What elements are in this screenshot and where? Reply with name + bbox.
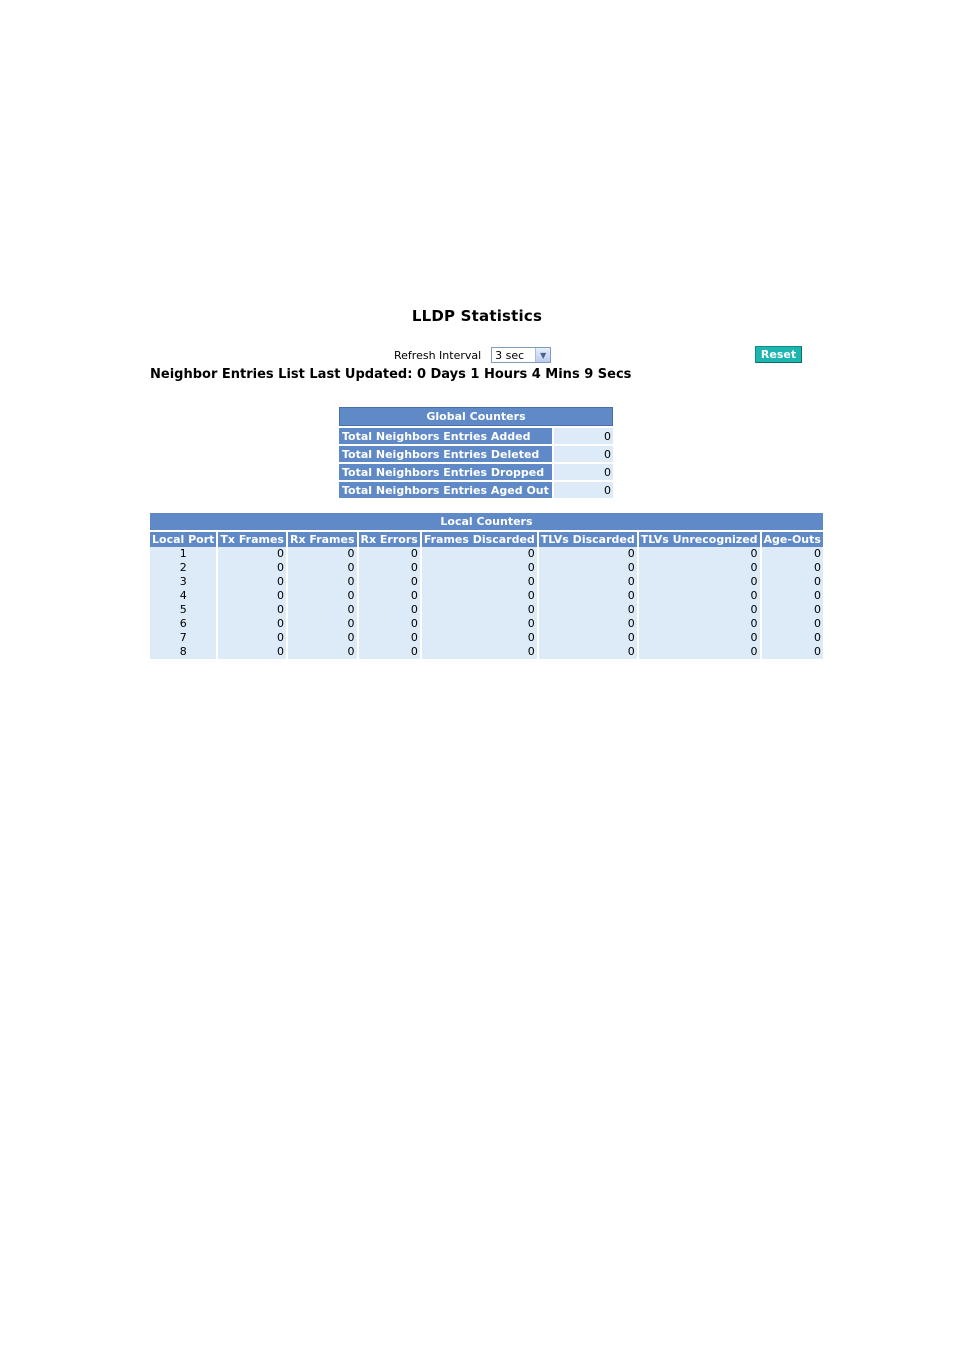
- cell-frames-discarded: 0: [421, 575, 538, 589]
- cell-tlvs-unrecognized: 0: [638, 561, 761, 575]
- refresh-interval-label: Refresh Interval: [394, 348, 482, 362]
- cell-local-port: 2: [150, 561, 217, 575]
- col-rx-frames: Rx Frames: [287, 531, 358, 547]
- cell-age-outs: 0: [761, 617, 823, 631]
- cell-tx-frames: 0: [217, 589, 287, 603]
- cell-age-outs: 0: [761, 631, 823, 645]
- cell-tlvs-discarded: 0: [538, 631, 638, 645]
- cell-tx-frames: 0: [217, 561, 287, 575]
- cell-rx-frames: 0: [287, 631, 358, 645]
- cell-tx-frames: 0: [217, 631, 287, 645]
- cell-frames-discarded: 0: [421, 631, 538, 645]
- cell-rx-errors: 0: [358, 617, 421, 631]
- cell-rx-frames: 0: [287, 645, 358, 659]
- col-tx-frames: Tx Frames: [217, 531, 287, 547]
- refresh-interval-row: [394, 346, 551, 364]
- page-title: LLDP Statistics: [411, 307, 543, 325]
- global-counter-row: [339, 464, 613, 480]
- cell-rx-errors: 0: [358, 603, 421, 617]
- global-counter-row: [339, 446, 613, 462]
- global-counter-row: [339, 482, 613, 498]
- local-counters-header-row: [150, 531, 823, 547]
- cell-tx-frames: 0: [217, 575, 287, 589]
- global-counters-title: Global Counters: [339, 407, 613, 426]
- refresh-interval-select[interactable]: [491, 347, 551, 363]
- local-counters-title: Local Counters: [150, 513, 823, 531]
- chevron-down-icon[interactable]: ▼: [535, 348, 550, 362]
- cell-tlvs-discarded: 0: [538, 645, 638, 659]
- cell-tlvs-unrecognized: 0: [638, 589, 761, 603]
- col-age-outs: Age-Outs: [761, 531, 823, 547]
- local-counters-table: [150, 513, 823, 659]
- cell-tlvs-unrecognized: 0: [638, 617, 761, 631]
- table-row: [150, 645, 823, 659]
- global-counter-value: 0: [554, 428, 613, 444]
- global-counter-row: [339, 428, 613, 444]
- col-tlvs-unrecognized: TLVs Unrecognized: [638, 531, 761, 547]
- cell-local-port: 1: [150, 547, 217, 561]
- global-counter-label: Total Neighbors Entries Aged Out: [339, 482, 554, 498]
- cell-rx-errors: 0: [358, 589, 421, 603]
- reset-button[interactable]: Reset: [755, 346, 802, 363]
- cell-tx-frames: 0: [217, 617, 287, 631]
- cell-rx-frames: 0: [287, 561, 358, 575]
- cell-rx-errors: 0: [358, 631, 421, 645]
- cell-tx-frames: 0: [217, 547, 287, 561]
- cell-local-port: 5: [150, 603, 217, 617]
- cell-age-outs: 0: [761, 561, 823, 575]
- cell-tlvs-unrecognized: 0: [638, 575, 761, 589]
- cell-local-port: 3: [150, 575, 217, 589]
- cell-rx-frames: 0: [287, 603, 358, 617]
- cell-rx-frames: 0: [287, 575, 358, 589]
- table-row: [150, 631, 823, 645]
- cell-tlvs-discarded: 0: [538, 603, 638, 617]
- col-frames-discarded: Frames Discarded: [421, 531, 538, 547]
- cell-age-outs: 0: [761, 603, 823, 617]
- cell-local-port: 7: [150, 631, 217, 645]
- cell-rx-errors: 0: [358, 645, 421, 659]
- cell-tlvs-unrecognized: 0: [638, 631, 761, 645]
- refresh-interval-value: 3 sec: [495, 348, 525, 362]
- table-row: [150, 561, 823, 575]
- cell-tx-frames: 0: [217, 603, 287, 617]
- cell-tx-frames: 0: [217, 645, 287, 659]
- global-counters-table: [339, 405, 613, 500]
- cell-frames-discarded: 0: [421, 547, 538, 561]
- table-row: [150, 603, 823, 617]
- global-counter-value: 0: [554, 482, 613, 498]
- cell-tlvs-unrecognized: 0: [638, 547, 761, 561]
- cell-rx-errors: 0: [358, 561, 421, 575]
- cell-rx-frames: 0: [287, 589, 358, 603]
- col-tlvs-discarded: TLVs Discarded: [538, 531, 638, 547]
- cell-tlvs-discarded: 0: [538, 547, 638, 561]
- global-counter-value: 0: [554, 464, 613, 480]
- global-counter-label: Total Neighbors Entries Added: [339, 428, 554, 444]
- cell-rx-errors: 0: [358, 575, 421, 589]
- cell-local-port: 8: [150, 645, 217, 659]
- cell-rx-frames: 0: [287, 547, 358, 561]
- global-counter-value: 0: [554, 446, 613, 462]
- cell-frames-discarded: 0: [421, 561, 538, 575]
- cell-tlvs-discarded: 0: [538, 561, 638, 575]
- cell-age-outs: 0: [761, 575, 823, 589]
- cell-tlvs-discarded: 0: [538, 617, 638, 631]
- cell-frames-discarded: 0: [421, 589, 538, 603]
- cell-frames-discarded: 0: [421, 617, 538, 631]
- cell-age-outs: 0: [761, 589, 823, 603]
- table-row: [150, 547, 823, 561]
- cell-tlvs-discarded: 0: [538, 589, 638, 603]
- cell-tlvs-discarded: 0: [538, 575, 638, 589]
- cell-tlvs-unrecognized: 0: [638, 645, 761, 659]
- cell-frames-discarded: 0: [421, 603, 538, 617]
- table-row: [150, 575, 823, 589]
- cell-rx-frames: 0: [287, 617, 358, 631]
- col-local-port: Local Port: [150, 531, 217, 547]
- global-counter-label: Total Neighbors Entries Dropped: [339, 464, 554, 480]
- col-rx-errors: Rx Errors: [358, 531, 421, 547]
- cell-local-port: 6: [150, 617, 217, 631]
- cell-local-port: 4: [150, 589, 217, 603]
- table-row: [150, 589, 823, 603]
- cell-age-outs: 0: [761, 645, 823, 659]
- cell-frames-discarded: 0: [421, 645, 538, 659]
- cell-rx-errors: 0: [358, 547, 421, 561]
- last-updated-text: Neighbor Entries List Last Updated: 0 Days 1 Hours 4 Mins 9 Secs: [150, 367, 632, 382]
- table-row: [150, 617, 823, 631]
- global-counter-label: Total Neighbors Entries Deleted: [339, 446, 554, 462]
- cell-tlvs-unrecognized: 0: [638, 603, 761, 617]
- cell-age-outs: 0: [761, 547, 823, 561]
